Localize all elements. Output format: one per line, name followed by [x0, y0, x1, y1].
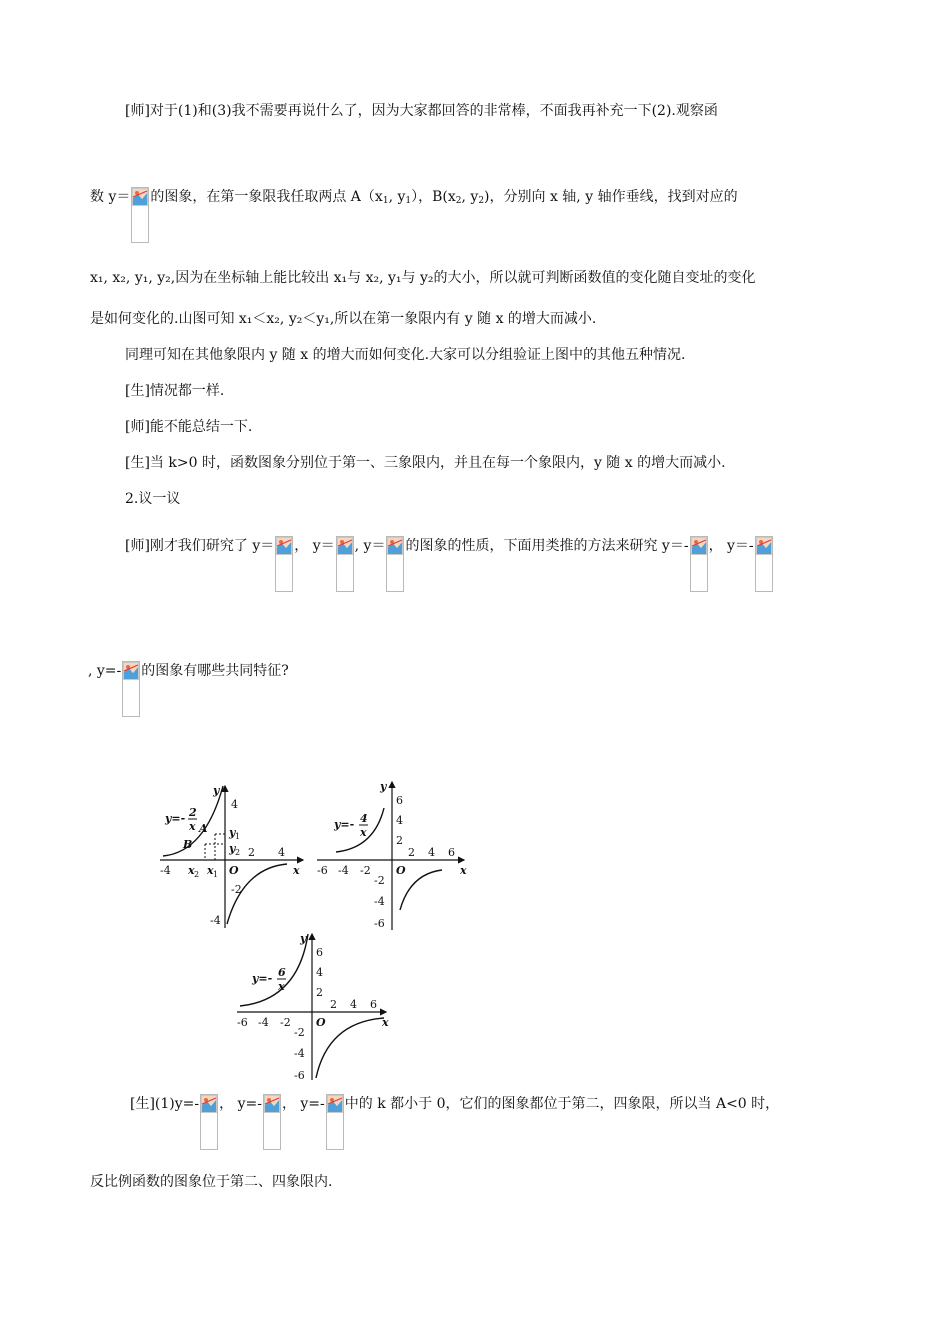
- paragraph-6: [生]情况都一样.: [125, 383, 225, 399]
- paragraph-5: 同理可知在其他象限内 y 随 x 的增大而如何变化.大家可以分组验证上图中的其他五种情况.: [125, 347, 686, 363]
- svg-text:y: y: [380, 780, 387, 793]
- paragraph-13: 反比例函数的图象位于第二、四象限内.: [90, 1174, 333, 1190]
- svg-text:2: 2: [189, 806, 197, 819]
- svg-text:-4: -4: [294, 1047, 305, 1060]
- svg-text:1: 1: [213, 870, 219, 879]
- graph-y-neg-4-over-x: [312, 778, 474, 934]
- broken-image-icon: [690, 536, 708, 592]
- graph1-label: y=-: [165, 812, 186, 825]
- broken-image-icon: [326, 1094, 344, 1150]
- paragraph-1: [师]对于(1)和(3)我不需要再说什么了，因为大家都回答的非常棒，不面我再补充一下(2).观察函: [125, 103, 718, 119]
- point-b: B: [183, 838, 193, 851]
- broken-image-icon: [122, 661, 140, 717]
- svg-text:x: x: [460, 864, 467, 877]
- paragraph-8: [生]当 k>0 时，函数图象分别位于第一、三象限内，并且在每一个象限内，y 随 x 的增大而减小.: [125, 455, 726, 471]
- svg-text:-6: -6: [374, 917, 385, 930]
- svg-text:-4: -4: [210, 914, 221, 927]
- svg-text:4: 4: [231, 798, 238, 811]
- broken-image-icon: [131, 187, 149, 243]
- paragraph-3: x₁, x₂, y₁, y₂,因为在坐标轴上能比较出 x₁与 x₂, y₁与 y₂的大小，所以就可判断函数值的变化随自变址的变化: [90, 270, 756, 286]
- svg-text:x: x: [360, 826, 367, 839]
- svg-text:-2: -2: [280, 1016, 291, 1029]
- paragraph-11: , y=- 的图象有哪些共同特征?: [88, 661, 289, 717]
- svg-text:6: 6: [448, 846, 455, 859]
- svg-text:2: 2: [194, 870, 200, 879]
- mark-x2: x: [188, 864, 195, 877]
- graph3-label: y=-: [252, 972, 273, 985]
- mark-x1: x: [207, 864, 214, 877]
- svg-text:-6: -6: [317, 864, 328, 877]
- broken-image-icon: [275, 536, 293, 592]
- svg-text:4: 4: [360, 812, 368, 825]
- graph-y-neg-2-over-x: [155, 780, 315, 932]
- svg-text:2: 2: [316, 986, 323, 999]
- broken-image-icon: [755, 536, 773, 592]
- mark-y2: y: [229, 842, 236, 855]
- svg-text:6: 6: [316, 946, 323, 959]
- paragraph-10: [师]刚才我们研究了 y＝ ， y＝ , y＝ 的图象的性质，下面用类推的方法来研究 y＝- ， y＝-: [125, 536, 774, 592]
- paragraph-4: 是如何变化的.山图可知 x₁＜x₂, y₂＜y₁,所以在第一象限内有 y 随 x 的增大而减小.: [90, 311, 597, 327]
- paragraph-9: 2.议一议: [125, 491, 181, 507]
- svg-text:-2: -2: [231, 883, 242, 896]
- svg-text:4: 4: [428, 846, 435, 859]
- broken-image-icon: [336, 536, 354, 592]
- svg-text:2: 2: [408, 846, 415, 859]
- graph2-label: y=-: [334, 818, 355, 831]
- svg-text:2: 2: [396, 834, 403, 847]
- svg-text:y: y: [300, 932, 307, 945]
- svg-text:2: 2: [248, 846, 255, 859]
- svg-text:2: 2: [235, 848, 241, 857]
- svg-text:4: 4: [316, 966, 323, 979]
- svg-text:-4: -4: [338, 864, 349, 877]
- svg-text:1: 1: [235, 832, 241, 841]
- broken-image-icon: [263, 1094, 281, 1150]
- origin: O: [229, 864, 239, 877]
- svg-text:-2: -2: [294, 1026, 305, 1039]
- broken-image-icon: [200, 1094, 218, 1150]
- svg-text:-6: -6: [237, 1016, 248, 1029]
- svg-text:x: x: [189, 820, 196, 833]
- svg-text:2: 2: [330, 998, 337, 1011]
- svg-text:x: x: [278, 980, 285, 993]
- svg-text:4: 4: [396, 814, 403, 827]
- svg-text:x: x: [382, 1016, 389, 1029]
- broken-image-icon: [386, 536, 404, 592]
- svg-text:4: 4: [350, 998, 357, 1011]
- svg-text:-6: -6: [294, 1069, 305, 1082]
- svg-text:-2: -2: [360, 864, 371, 877]
- paragraph-12: [生](1)y=- ， y=- ， y=- 中的 k 都小于 0，它们的图象都位于第二，四象限，所以当 A<0 时，: [130, 1094, 779, 1150]
- svg-text:-4: -4: [374, 895, 385, 908]
- mark-y1: y: [229, 826, 236, 839]
- svg-text:-2: -2: [374, 874, 385, 887]
- svg-text:6: 6: [278, 966, 286, 979]
- svg-text:6: 6: [370, 998, 377, 1011]
- svg-text:-4: -4: [258, 1016, 269, 1029]
- paragraph-2: 数 y＝ 的图象，在第一象限我任取两点 $A(x_1$, $y_1$），$B(x_2$, $y_2$)，分别向 x 轴, y 轴作垂线，找到对应的: [90, 187, 738, 243]
- svg-text:4: 4: [278, 846, 285, 859]
- graph-y-neg-6-over-x: [232, 930, 394, 1084]
- paragraph-7: [师]能不能总结一下.: [125, 419, 253, 435]
- svg-text:x: x: [293, 864, 300, 877]
- svg-text:-4: -4: [160, 864, 171, 877]
- svg-text:O: O: [316, 1016, 326, 1029]
- svg-text:O: O: [396, 864, 406, 877]
- svg-text:6: 6: [396, 794, 403, 807]
- point-a: A: [199, 822, 208, 835]
- svg-text:y: y: [213, 784, 220, 797]
